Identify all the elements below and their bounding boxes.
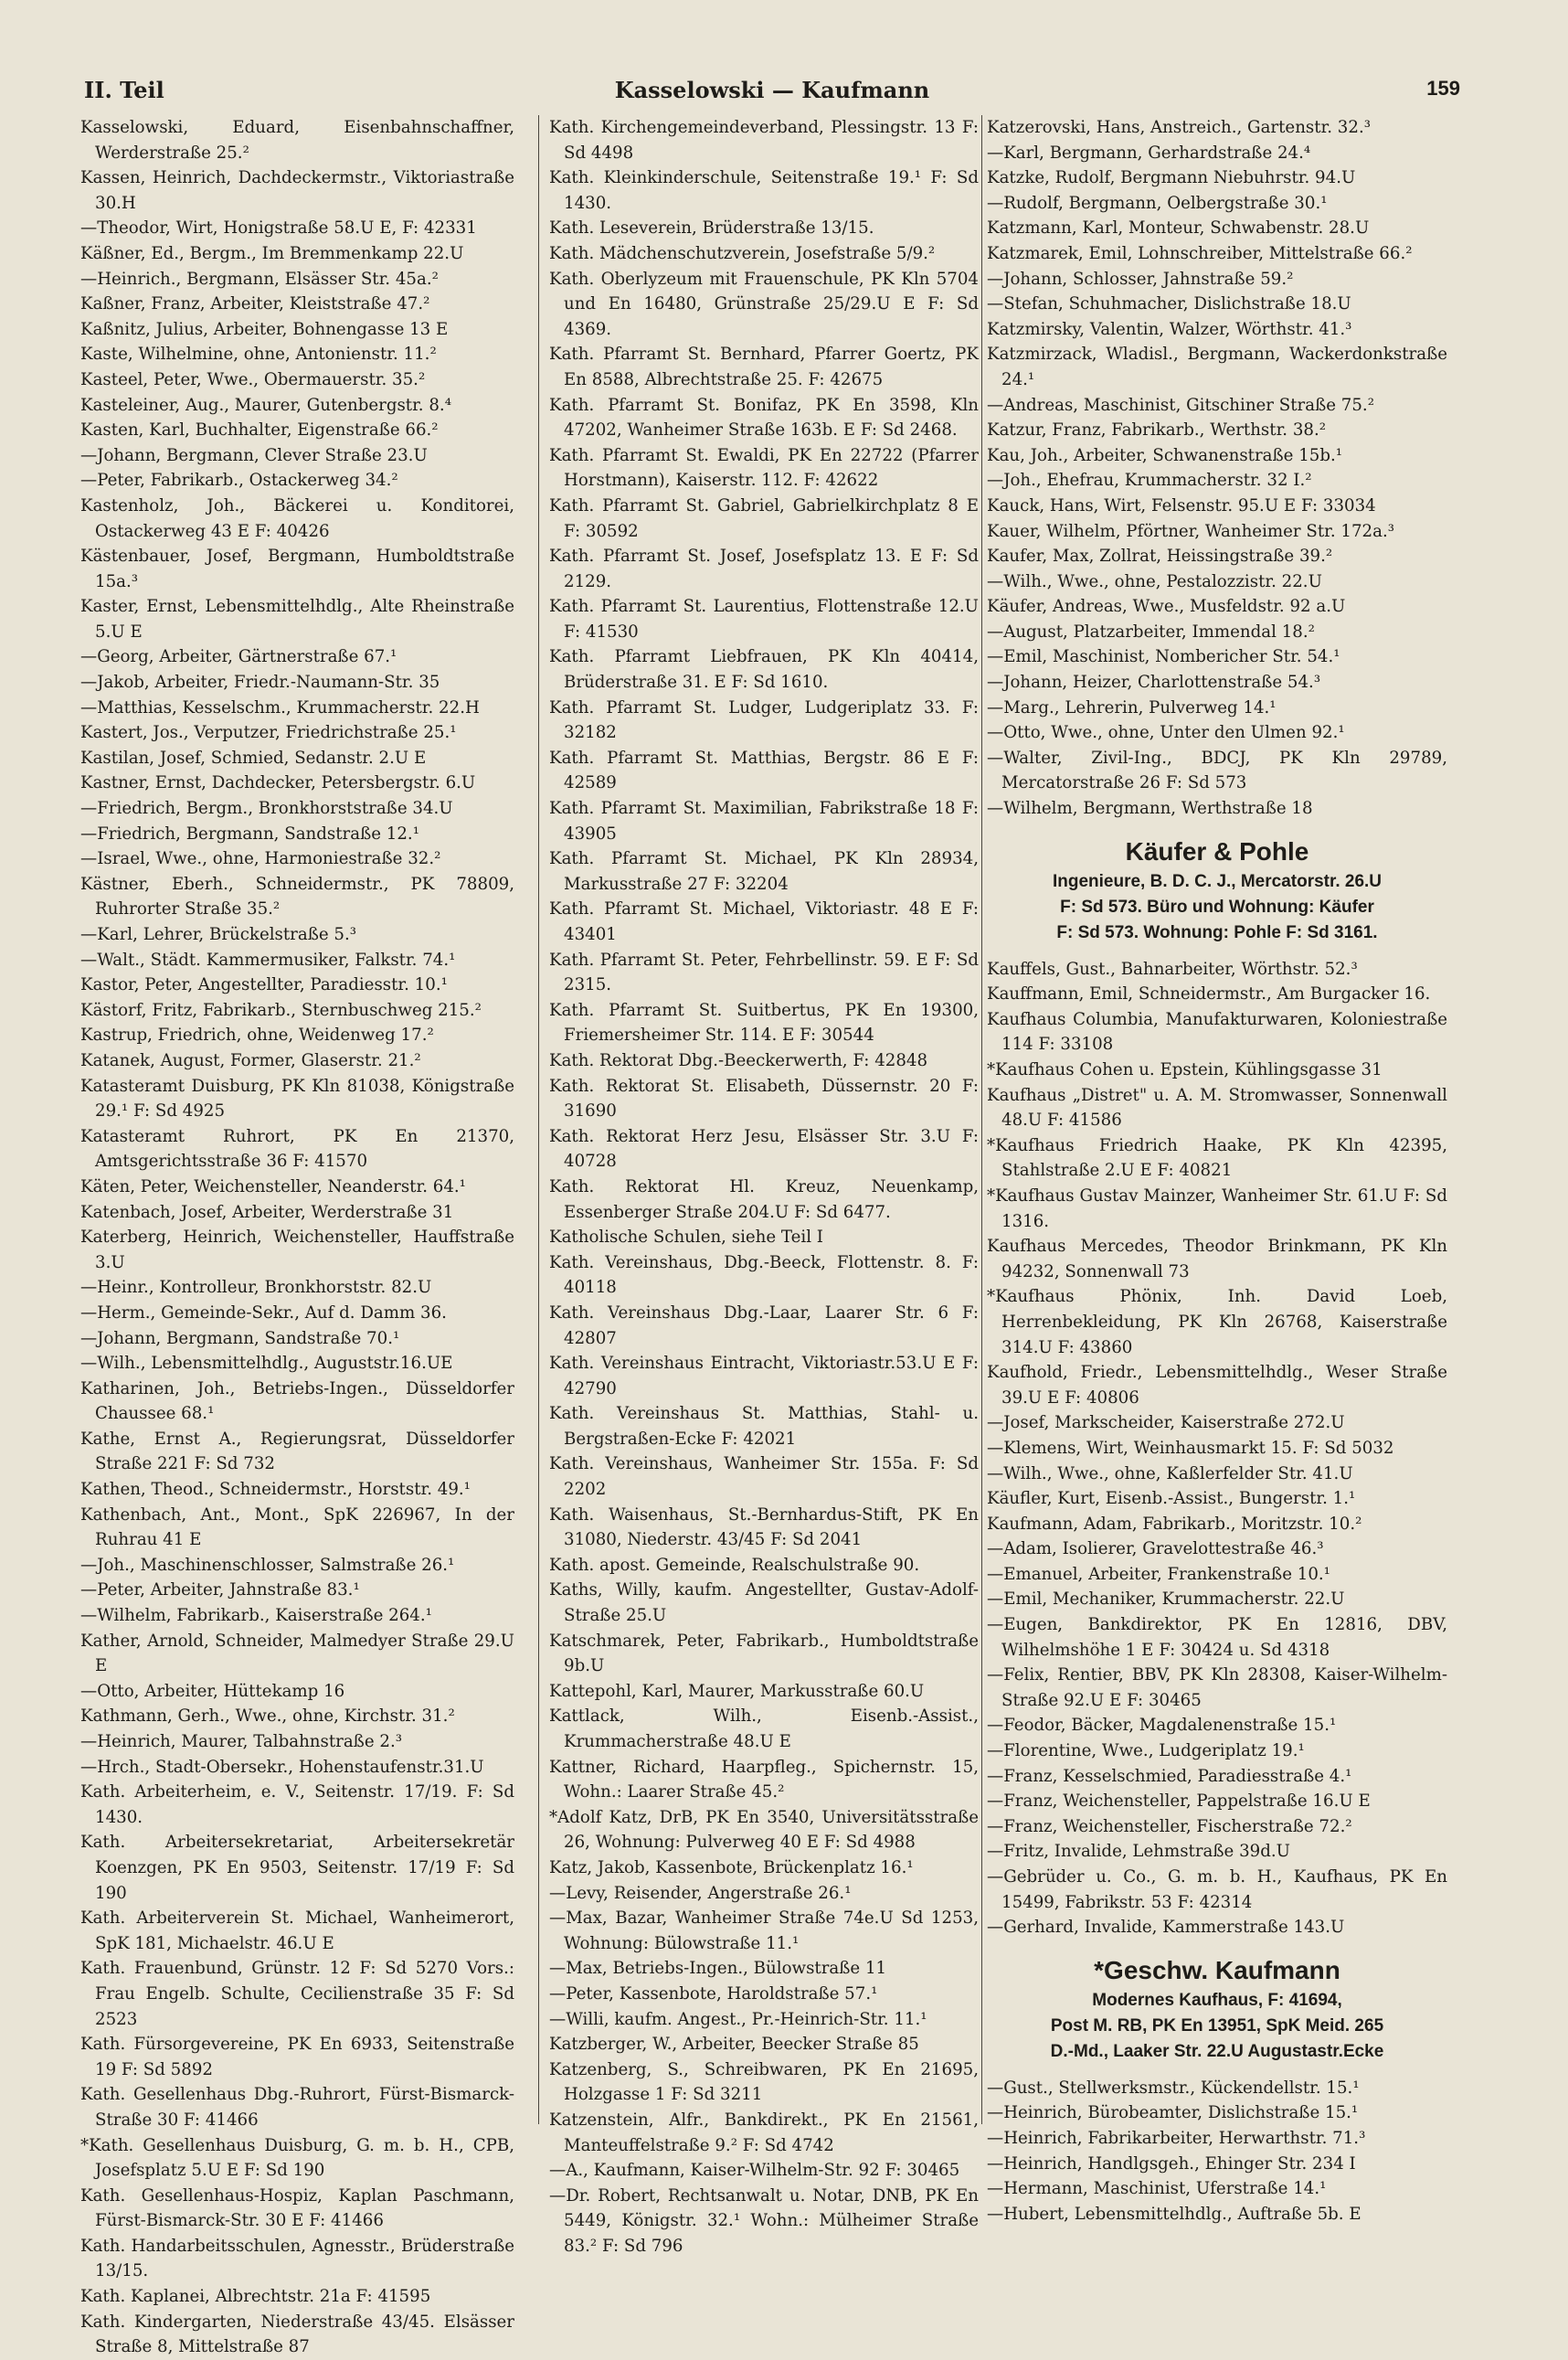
section-label: II. Teil (84, 77, 164, 103)
column-3-bottom (987, 2076, 1447, 2227)
directory-entry: Kastor, Peter, Angestellter, Paradiesstr. 10.¹ (80, 975, 448, 995)
directory-entry: Kastilan, Josef, Schmied, Sedanstr. 2.U E (80, 748, 427, 768)
directory-entry: —Franz, Weichensteller, Fischerstraße 72.² (987, 1816, 1352, 1836)
directory-entry: —Eugen, Bankdirektor, PK En 12816, DBV, Wilhelmshöhe 1 E F: 30424 u. Sd 4318 (987, 1615, 1447, 1660)
directory-entry: —Heinr., Kontrolleur, Bronkhorststr. 82.U (80, 1278, 432, 1298)
directory-entry: —Heinrich, Handlgsgeh., Ehinger Str. 234 I (987, 2153, 1356, 2174)
directory-entry: —Levy, Reisender, Angerstraße 26.¹ (549, 1883, 852, 1903)
directory-entry: Kath. Pfarramt St. Gabriel, Gabrielkirchplatz 8 E F: 30592 (549, 495, 979, 541)
directory-entry: *Kaufhaus Phönix, Inh. David Loeb, Herrenbekleidung, PK Kln 26768, Kaiserstraße 314.U F: 43860 (987, 1287, 1447, 1357)
directory-entry: *Kaufhaus Cohen u. Epstein, Kühlingsgasse 31 (987, 1060, 1383, 1079)
ad-line: Ingenieure, B. D. C. J., Mercatorstr. 26.U (1052, 871, 1383, 891)
directory-entry: —Matthias, Kesselschm., Krummacherstr. 22.H (80, 697, 480, 718)
directory-entry: —Jakob, Arbeiter, Friedr.-Naumann-Str. 35 (80, 673, 440, 693)
directory-entry: Kathe, Ernst A., Regierungsrat, Düsseldorfer Straße 221 F: Sd 732 (80, 1429, 514, 1474)
directory-entry: Kath. Arbeiterheim, e. V., Seitenstr. 17/19. F: Sd 1430. (80, 1782, 514, 1827)
directory-entry: Kath. Pfarramt St. Ludger, Ludgeriplatz 33. F: 32182 (549, 697, 979, 743)
directory-entry: —Walter, Zivil-Ing., BDCJ, PK Kln 29789, Mercatorstraße 26 F: Sd 573 (987, 748, 1447, 793)
directory-entry: —Georg, Arbeiter, Gärtnerstraße 67.¹ (80, 647, 397, 667)
directory-entry: —Heinrich, Maurer, Talbahnstraße 2.³ (80, 1732, 403, 1751)
directory-entry: Kaste, Wilhelmine, ohne, Antonienstr. 11.² (80, 345, 437, 365)
directory-entry: —Josef, Markscheider, Kaiserstraße 272.U (987, 1413, 1345, 1433)
directory-entry: Kath. Pfarramt St. Bonifaz, PK En 3598, Kln 47202, Wanheimer Straße 163b. E F: Sd 2468. (549, 395, 979, 441)
directory-entry: —Otto, Arbeiter, Hüttekamp 16 (80, 1681, 345, 1701)
directory-entry: Kathen, Theod., Schneidermstr., Horststr. 49.¹ (80, 1480, 471, 1500)
column-3-top (987, 115, 1447, 822)
directory-entry: Kath. apost. Gemeinde, Realschulstraße 90. (549, 1555, 920, 1575)
directory-entry: Katzmirzack, Wladisl., Bergmann, Wackerdonkstraße 24.¹ (987, 345, 1447, 389)
directory-entry: —Friedrich, Bergm., Bronkhorststraße 34.U (80, 799, 453, 819)
directory-entry: —Theodor, Wirt, Honigstraße 58.U E, F: 42331 (80, 218, 477, 239)
directory-entry: Kastert, Jos., Verputzer, Friedrichstraße 25.¹ (80, 723, 457, 743)
directory-entry: Kathenbach, Ant., Mont., SpK 226967, In der Ruhrau 41 E (80, 1504, 514, 1550)
directory-entry: —Hrch., Stadt-Obersekr., Hohenstaufenstr.31.U (80, 1757, 484, 1777)
directory-entry: Katzenberg, S., Schreibwaren, PK En 21695, Holzgasse 1 F: Sd 3211 (549, 2059, 979, 2105)
directory-entry: —Feodor, Bäcker, Magdalenenstraße 15.¹ (987, 1716, 1337, 1736)
directory-entry: Kath. Arbeitersekretariat, Arbeitersekretär Koenzgen, PK En 9503, Seitenstr. 17/19 F: Sd 190 (80, 1833, 514, 1903)
directory-entry: Kath. Pfarramt St. Matthias, Bergstr. 86 E F: 42589 (549, 748, 979, 793)
directory-entry: —Wilh., Wwe., ohne, Kaßlerfelder Str. 41.U (987, 1463, 1353, 1483)
directory-entry: Katzur, Franz, Fabrikarb., Werthstr. 38.² (987, 420, 1327, 441)
directory-entry: Kather, Arnold, Schneider, Malmedyer Straße 29.U E (80, 1631, 514, 1676)
directory-entry: —Heinrich., Bergmann, Elsässer Str. 45a.² (80, 269, 439, 289)
directory-entry: Kaufhold, Friedr., Lebensmittelhdlg., Weser Straße 39.U E F: 40806 (987, 1363, 1447, 1408)
directory-entry: Käufer, Andreas, Wwe., Musfeldstr. 92 a.U (987, 597, 1346, 617)
directory-entry: —Hermann, Maschinist, Uferstraße 14.¹ (987, 2179, 1327, 2199)
directory-entry: Kath. Pfarramt St. Michael, Viktoriastr. 48 E F: 43401 (549, 899, 979, 944)
directory-entry: —August, Platzarbeiter, Immendal 18.² (987, 622, 1315, 642)
directory-entry: —Hubert, Lebensmittelhdlg., Auftraße 5b. E (987, 2204, 1361, 2224)
directory-entry: Katzke, Rudolf, Bergmann Niebuhrstr. 94.U (987, 168, 1356, 188)
directory-entry: —Israel, Wwe., ohne, Harmoniestraße 32.² (80, 849, 441, 869)
directory-entry: Kath. Pfarramt St. Peter, Fehrbellinstr. 59. E F: Sd 2315. (549, 950, 979, 995)
page-header (84, 77, 1460, 117)
directory-entry: Kaufhaus „Distret" u. A. M. Stromwasser, Sonnenwall 48.U F: 41586 (987, 1085, 1447, 1131)
directory-entry: *Kaufhaus Friedrich Haake, PK Kln 42395, Stahlstraße 2.U E F: 40821 (987, 1135, 1447, 1181)
directory-entry: Kasteleiner, Aug., Maurer, Gutenbergstr. 8.⁴ (80, 395, 452, 415)
directory-entry: Katzerovski, Hans, Anstreich., Gartenstr. 32.³ (987, 118, 1372, 137)
directory-entry: —Johann, Heizer, Charlottenstraße 54.³ (987, 673, 1321, 693)
directory-entry: —Otto, Wwe., ohne, Unter den Ulmen 92.¹ (987, 723, 1345, 743)
directory-entry: Kath. Kaplanei, Albrechtstr. 21a F: 41595 (80, 2287, 431, 2307)
directory-entry: Kasten, Karl, Buchhalter, Eigenstraße 66.² (80, 420, 439, 441)
directory-entry: Kath. Pfarramt St. Laurentius, Flottenstraße 12.U F: 41530 (549, 597, 979, 642)
directory-entry: Kath. Vereinshaus St. Matthias, Stahl- u. Bergstraßen-Ecke F: 42021 (549, 1404, 979, 1449)
directory-entry: Katzmirsky, Valentin, Walzer, Wörthstr. 41.³ (987, 319, 1352, 339)
directory-entry: Kauck, Hans, Wirt, Felsenstr. 95.U E F: 33034 (987, 495, 1376, 516)
directory-entry: Kath. Pfarramt St. Ewaldi, PK En 22722 (Pfarrer Horstmann), Kaiserstr. 112. F: 42622 (549, 445, 979, 491)
directory-entry: Kath. Rektorat Dbg.-Beeckerwerth, F: 42848 (549, 1050, 928, 1070)
directory-entry: Katzmarek, Emil, Lohnschreiber, Mittelstraße 66.² (987, 243, 1413, 263)
directory-entry: Katasteramt Ruhrort, PK En 21370, Amtsgerichtsstraße 36 F: 41570 (80, 1126, 514, 1172)
directory-entry: —Joh., Ehefrau, Krummacherstr. 32 I.² (987, 471, 1312, 491)
directory-entry: —Johann, Bergmann, Clever Straße 23.U (80, 445, 428, 465)
directory-entry: —Herm., Gemeinde-Sekr., Auf d. Damm 36. (80, 1302, 447, 1323)
directory-entry: Kath. Kindergarten, Niederstraße 43/45. Elsässer Straße 8, Mittelstraße 87 (80, 2312, 514, 2357)
directory-entry: —Rudolf, Bergmann, Oelbergstraße 30.¹ (987, 193, 1328, 213)
ad-title: *Geschw. Kaufmann (1094, 1955, 1340, 1984)
directory-entry: Kath. Vereinshaus, Wanheimer Str. 155a. F: Sd 2202 (549, 1454, 979, 1500)
directory-entry: Käßner, Ed., Bergm., Im Bremmenkamp 22.U (80, 243, 464, 263)
directory-entry: Kath. Gesellenhaus Dbg.-Ruhrort, Fürst-Bismarck-Straße 30 F: 41466 (80, 2085, 514, 2130)
directory-entry: —Friedrich, Bergmann, Sandstraße 12.¹ (80, 824, 419, 844)
directory-entry: —Walt., Städt. Kammermusiker, Falkstr. 74.¹ (80, 950, 456, 970)
directory-entry: —Franz, Kesselschmied, Paradiesstraße 4.¹ (987, 1766, 1352, 1786)
directory-entry: Katzmann, Karl, Monteur, Schwabenstr. 28.U (987, 218, 1370, 239)
directory-entry: Kath. Waisenhaus, St.-Bernhardus-Stift, PK En 31080, Niederstr. 43/45 F: Sd 2041 (549, 1504, 979, 1550)
directory-entry: Kau, Joh., Arbeiter, Schwanenstraße 15b.¹ (987, 445, 1343, 465)
ad-line: D.-Md., Laaker Str. 22.U Augustastr.Ecke (1050, 2041, 1384, 2061)
directory-entry: Kath. Gesellenhaus-Hospiz, Kaplan Paschmann, Fürst-Bismarck-Str. 30 E F: 41466 (80, 2185, 514, 2231)
directory-entry: Kaufhaus Columbia, Manufakturwaren, Koloniestraße 114 F: 33108 (987, 1009, 1447, 1055)
column-3-middle (987, 957, 1447, 1940)
directory-entry: Kath. Mädchenschutzverein, Josefstraße 5/9.² (549, 243, 936, 263)
directory-entry: —Felix, Rentier, BBV, PK Kln 28308, Kaiser-Wilhelm-Straße 92.U E F: 30465 (987, 1665, 1447, 1710)
directory-entry: Kath. Oberlyzeum mit Frauenschule, PK Kln 5704 und En 16480, Grünstraße 25/29.U E F: Sd 4369. (549, 269, 979, 339)
directory-entry: —Stefan, Schuhmacher, Dislichstraße 18.U (987, 294, 1351, 314)
directory-entry: *Adolf Katz, DrB, PK En 3540, Universitätsstraße 26, Wohnung: Pulverweg 40 E F: Sd 4988 (549, 1807, 979, 1853)
directory-entry: Katz, Jakob, Kassenbote, Brückenplatz 16.¹ (549, 1857, 914, 1877)
directory-entry: —Max, Bazar, Wanheimer Straße 74e.U Sd 1253, Wohnung: Bülowstraße 11.¹ (549, 1908, 979, 1953)
directory-entry: —Florentine, Wwe., Ludgeriplatz 19.¹ (987, 1741, 1305, 1761)
directory-entry: —Adam, Isolierer, Gravelottestraße 46.³ (987, 1539, 1324, 1559)
directory-entry: Kath. Rektorat Hl. Kreuz, Neuenkamp, Essenberger Straße 204.U F: Sd 6477. (549, 1176, 979, 1222)
directory-entry: *Kath. Gesellenhaus Duisburg, G. m. b. H., CPB, Josefsplatz 5.U E F: Sd 190 (80, 2135, 514, 2181)
directory-entry: —Peter, Arbeiter, Jahnstraße 83.¹ (80, 1580, 360, 1600)
directory-entry: Kattepohl, Karl, Maurer, Markusstraße 60.U (549, 1681, 925, 1701)
directory-entry: Kasselowski, Eduard, Eisenbahnschaffner, Werderstraße 25.² (80, 118, 514, 163)
directory-entry: Kath. Pfarramt St. Maximilian, Fabrikstraße 18 F: 43905 (549, 799, 979, 844)
directory-entry: Kath. Handarbeitsschulen, Agnesstr., Brüderstraße 13/15. (80, 2236, 514, 2281)
directory-entry: Kath. Rektorat Herz Jesu, Elsässer Str. 3.U F: 40728 (549, 1126, 979, 1172)
directory-entry: —Gust., Stellwerksmstr., Kückendellstr. 15.¹ (987, 2078, 1360, 2098)
directory-entry: Kastenholz, Joh., Bäckerei u. Konditorei, Ostackerweg 43 E F: 40426 (80, 495, 514, 541)
directory-entry: —Johann, Schlosser, Jahnstraße 59.² (987, 269, 1294, 289)
directory-entry: Kaufer, Max, Zollrat, Heissingstraße 39.² (987, 547, 1333, 567)
column-1 (80, 115, 514, 2357)
directory-entry: Kastner, Ernst, Dachdecker, Petersbergstr. 6.U (80, 773, 476, 793)
directory-entry: —Wilhelm, Fabrikarb., Kaiserstraße 264.¹ (80, 1606, 432, 1626)
directory-entry: Kattlack, Wilh., Eisenb.-Assist., Krummacherstraße 48.U E (549, 1706, 979, 1751)
directory-entry: —A., Kaufmann, Kaiser-Wilhelm-Str. 92 F: 30465 (549, 2161, 960, 2181)
page-number: 159 (1426, 77, 1460, 100)
ad-line: Post M. RB, PK En 13951, SpK Meid. 265 (1050, 2015, 1384, 2036)
directory-entry: Kath. Arbeiterverein St. Michael, Wanheimerort, SpK 181, Michaelstr. 46.U E (80, 1908, 514, 1953)
column-3 (987, 115, 1447, 2224)
directory-entry: Katholische Schulen, siehe Teil I (549, 1228, 823, 1248)
directory-entry: Kath. Frauenbund, Grünstr. 12 F: Sd 5270 Vors.: Frau Engelb. Schulte, Cecilienstraße 35 F: Sd 2523 (80, 1959, 514, 2029)
directory-entry: Kath. Vereinshaus, Dbg.-Beeck, Flottenstr. 8. F: 40118 (549, 1252, 979, 1298)
directory-entry: Kath. Leseverein, Brüderstraße 13/15. (549, 218, 874, 239)
running-title: Kasselowski — Kaufmann (614, 77, 930, 103)
directory-entry: —Franz, Weichensteller, Pappelstraße 16.U E (987, 1791, 1371, 1812)
directory-entry: Kathmann, Gerh., Wwe., ohne, Kirchstr. 31.² (80, 1706, 455, 1727)
directory-entry: Katzberger, W., Arbeiter, Beecker Straße 85 (549, 2035, 919, 2055)
ad-line: F: Sd 573. Wohnung: Pohle F: Sd 3161. (1056, 922, 1378, 942)
directory-entry: Kath. Pfarramt St. Suitbertus, PK En 19300, Friemersheimer Str. 114. E F: 30544 (549, 1000, 979, 1046)
directory-entry: Kath. Pfarramt St. Bernhard, Pfarrer Goertz, PK En 8588, Albrechtstraße 25. F: 42675 (549, 345, 979, 389)
directory-entry: Kassen, Heinrich, Dachdeckermstr., Viktoriastraße 30.H (80, 168, 514, 213)
directory-entry: Kath. Rektorat St. Elisabeth, Düssernstr. 20 F: 31690 (549, 1076, 979, 1122)
directory-entry: Käufler, Kurt, Eisenb.-Assist., Bungerstr. 1.¹ (987, 1489, 1356, 1509)
directory-entry: Kaufmann, Adam, Fabrikarb., Moritzstr. 10.² (987, 1514, 1362, 1534)
directory-entry: Kath. Vereinshaus Dbg.-Laar, Laarer Str. 6 F: 42807 (549, 1302, 979, 1348)
directory-entry: Kaths, Willy, kaufm. Angestellter, Gustav-Adolf-Straße 25.U (549, 1580, 979, 1626)
directory-entry: Kath. Pfarramt Liebfrauen, PK Kln 40414, Brüderstraße 31. E F: Sd 1610. (549, 647, 979, 693)
advertisement-kaeufer-pohle (987, 835, 1447, 946)
directory-entry: —Klemens, Wirt, Weinhausmarkt 15. F: Sd 5032 (987, 1438, 1394, 1458)
directory-entry: Kauer, Wilhelm, Pförtner, Wanheimer Str. 172a.³ (987, 521, 1395, 541)
ad-title: Käufer & Pohle (1125, 836, 1309, 866)
directory-entry: —Gerhard, Invalide, Kammerstraße 143.U (987, 1918, 1345, 1938)
directory-entry: Katharinen, Joh., Betriebs-Ingen., Düsseldorfer Chaussee 68.¹ (80, 1378, 514, 1424)
advertisement-geschw-kaufmann (987, 1953, 1447, 2065)
directory-entry: —Emil, Maschinist, Nombericher Str. 54.¹ (987, 647, 1340, 667)
directory-entry: Kath. Kleinkinderschule, Seitenstraße 19.¹ F: Sd 1430. (549, 168, 979, 213)
directory-entry: Kauffels, Gust., Bahnarbeiter, Wörthstr. 52.³ (987, 959, 1358, 979)
directory-entry: —Wilh., Lebensmittelhdlg., Auguststr.16.UE (80, 1354, 453, 1374)
directory-entry: Kaßner, Franz, Arbeiter, Kleiststraße 47.² (80, 294, 430, 314)
directory-entry: Kaßnitz, Julius, Arbeiter, Bohnengasse 13 E (80, 319, 449, 339)
directory-entry: Kästenbauer, Josef, Bergmann, Humboldtstraße 15a.³ (80, 547, 514, 591)
ad-line: F: Sd 573. Büro und Wohnung: Käufer (1060, 897, 1374, 917)
directory-entry: Kath. Pfarramt St. Michael, PK Kln 28934, Markusstraße 27 F: 32204 (549, 849, 979, 894)
column-2 (549, 115, 979, 2256)
ad-line: Modernes Kaufhaus, F: 41694, (1092, 1990, 1342, 2010)
directory-entry: Kasteel, Peter, Wwe., Obermauerstr. 35.² (80, 369, 426, 389)
directory-entry: Kath. Kirchengemeindeverband, Plessingstr. 13 F: Sd 4498 (549, 118, 979, 163)
directory-entry: —Heinrich, Fabrikarbeiter, Herwarthstr. 71.³ (987, 2128, 1366, 2148)
directory-entry: Käten, Peter, Weichensteller, Neanderstr. 64.¹ (80, 1176, 466, 1196)
directory-entry: Katanek, August, Former, Glaserstr. 21.² (80, 1050, 421, 1070)
directory-entry: —Gebrüder u. Co., G. m. b. H., Kaufhaus, PK En 15499, Fabrikstr. 53 F: 42314 (987, 1867, 1447, 1912)
directory-entry: Kästorf, Fritz, Fabrikarb., Sternbuschweg 215.² (80, 1000, 482, 1020)
directory-entry: —Wilh., Wwe., ohne, Pestalozzistr. 22.U (987, 571, 1322, 591)
directory-entry: —Max, Betriebs-Ingen., Bülowstraße 11 (549, 1959, 887, 1979)
directory-entry: Kaufhaus Mercedes, Theodor Brinkmann, PK Kln 94232, Sonnenwall 73 (987, 1237, 1447, 1281)
directory-entry: —Wilhelm, Bergmann, Werthstraße 18 (987, 799, 1313, 819)
directory-entry: Katasteramt Duisburg, PK Kln 81038, Königstraße 29.¹ F: Sd 4925 (80, 1076, 514, 1122)
column-divider (538, 115, 539, 2124)
directory-entry: —Joh., Maschinenschlosser, Salmstraße 26.¹ (80, 1555, 455, 1575)
directory-entry: *Kaufhaus Gustav Mainzer, Wanheimer Str. 61.U F: Sd 1316. (987, 1185, 1447, 1231)
directory-entry: —Karl, Bergmann, Gerhardstraße 24.⁴ (987, 143, 1311, 163)
directory-entry: Kath. Vereinshaus Eintracht, Viktoriastr.53.U E F: 42790 (549, 1354, 979, 1398)
directory-entry: —Peter, Kassenbote, Haroldstraße 57.¹ (549, 1983, 878, 2004)
directory-entry: Kattner, Richard, Haarpfleg., Spichernstr. 15, Wohn.: Laarer Straße 45.² (549, 1757, 979, 1802)
directory-entry: Kästner, Eberh., Schneidermstr., PK 78809, Ruhrorter Straße 35.² (80, 874, 514, 920)
directory-entry: Kath. Fürsorgevereine, PK En 6933, Seitenstraße 19 F: Sd 5892 (80, 2035, 514, 2079)
directory-entry: —Johann, Bergmann, Sandstraße 70.¹ (80, 1328, 400, 1348)
column-divider (981, 115, 982, 2124)
directory-entry: Katenbach, Josef, Arbeiter, Werderstraße 31 (80, 1202, 454, 1222)
directory-entry: Kath. Pfarramt St. Josef, Josefsplatz 13. E F: Sd 2129. (549, 547, 979, 591)
directory-entry: —Heinrich, Bürobeamter, Dislichstraße 15.¹ (987, 2103, 1359, 2123)
directory-entry: —Emanuel, Arbeiter, Frankenstraße 10.¹ (987, 1564, 1330, 1584)
directory-entry: Kastrup, Friedrich, ohne, Weidenweg 17.² (80, 1026, 434, 1046)
directory-entry: —Karl, Lehrer, Brückelstraße 5.³ (80, 925, 357, 944)
directory-entry: Katzenstein, Alfr., Bankdirekt., PK En 21561, Manteuffelstraße 9.² F: Sd 4742 (549, 2110, 979, 2155)
directory-entry: Kauffmann, Emil, Schneidermstr., Am Burgacker 16. (987, 984, 1431, 1005)
directory-entry: Kaster, Ernst, Lebensmittelhdlg., Alte Rheinstraße 5.U E (80, 597, 514, 642)
directory-entry: Katerberg, Heinrich, Weichensteller, Hauffstraße 3.U (80, 1228, 514, 1272)
directory-entry: —Peter, Fabrikarb., Ostackerweg 34.² (80, 471, 398, 491)
directory-entry: —Dr. Robert, Rechtsanwalt u. Notar, DNB, PK En 5449, Königstr. 32.¹ Wohn.: Mülheimer Straße 83.² F: Sd 796 (549, 2185, 979, 2256)
directory-entry: —Fritz, Invalide, Lehmstraße 39d.U (987, 1842, 1290, 1862)
directory-entry: —Andreas, Maschinist, Gitschiner Straße 75.² (987, 395, 1374, 415)
directory-entry: —Willi, kaufm. Angest., Pr.-Heinrich-Str. 11.¹ (549, 2009, 927, 2029)
directory-entry: —Emil, Mechaniker, Krummacherstr. 22.U (987, 1589, 1345, 1610)
directory-entry: —Marg., Lehrerin, Pulverweg 14.¹ (987, 697, 1277, 718)
directory-entry: Katschmarek, Peter, Fabrikarb., Humboldtstraße 9b.U (549, 1631, 979, 1676)
